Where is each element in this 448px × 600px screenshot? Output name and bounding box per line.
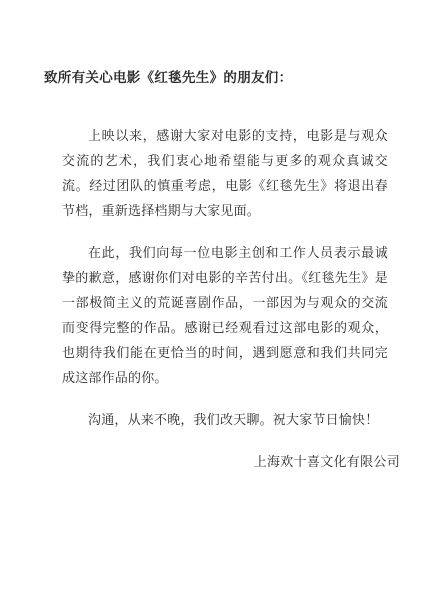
letter-closing: 沟通，从来不晚，我们改天聊。祝大家节日愉快！ (88, 413, 379, 428)
letter-salutation: 致所有关心电影《红毯先生》的朋友们： (44, 70, 293, 86)
letter-paragraph-1: 上映以来，感谢大家对电影的支持，电影是与观众交流的艺术，我们衷心地希望能与更多的观众真诚交流。经过团队的慎重考虑，电影《红毯先生》将退出春节档，重新选择档期与大家见面。 (62, 129, 388, 219)
letter-paragraph-2: 在此，我们向每一位电影主创和工作人员表示最诚挚的歉意，感谢你们对电影的辛苦付出。《红毯先生》是一部极简主义的荒诞喜剧作品，一部因为与观众的交流而变得完整的作品。感谢已经观看过这部电影的观众，也期待我们能在更恰当的时间，遇到愿意和我们共同完成这部作品的你。 (62, 246, 388, 386)
letter-signature: 上海欢十喜文化有限公司 (253, 455, 400, 470)
